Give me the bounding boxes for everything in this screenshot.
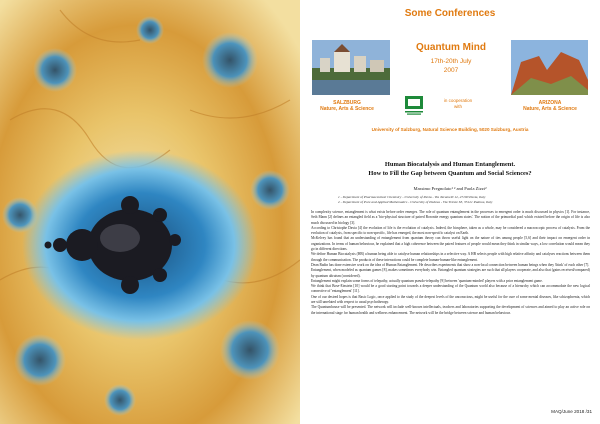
body-paragraph: One of our desired hopes is that Basic Logic, once applied to the study of the deepest levels of the unconscious, might be useful for the cure of some mental diseases, like schizophrenia, which are still unrelated with respect to usual psychotherapy. xyxy=(311,294,590,305)
body-paragraph: We think that Bose-Einstein [10] would be a good starting point towards a deeper understanding of the Quantum world also because of a hierarchy which can accommodate the new logical connective of 'entanglement' [11]. xyxy=(311,284,590,294)
body-paragraph: Entanglement, when modeled as quantum games [8], makes sometimes everybody win. Entangled quantum strategies are such that all players cooperate, and also that (gains received/compared) by quantum altruism (considered). xyxy=(311,268,590,278)
salzburg-photo xyxy=(312,40,390,95)
paper-title xyxy=(314,161,586,178)
paper-body xyxy=(311,210,590,316)
body-paragraph: We define Human Biocatalysis (HB) a human being able to catalyse human relationships in a selective way. A HB selects people with high relative affinity and catalyses reactions between them through the communication. The products of these interactions could be complete human-human-like entanglement. xyxy=(311,252,590,262)
document-page xyxy=(300,0,600,424)
page-footer: MAQ/June 2018 /31 xyxy=(551,409,592,414)
body-paragraph: In complexity science, entanglement is what exists before order emerges. The role of quantum entanglement in the processes to emergent order is much discussed in physics [1]. For instance, Seth Mann [2] defines an entangled field as a 'bio-physical structure of paired Boronite energy quantum states'. The notion of the primordial pool which existed before the origin of life is also much discussed in biology [3]. xyxy=(311,210,590,225)
section-title: Some Conferences xyxy=(404,8,496,19)
paper-authors: Massimo Pregnolato¹ ² and Paola Zizzi² xyxy=(413,186,487,191)
body-paragraph: McKelvey has found that an understanding of entanglement from quantum theory can throw useful light on the nature of ties among people [5,6] and their impact on emergent order in organizations. In terms of human behaviour, he explained that a high coherence between the paired features of people would mean they think in similar ways, a low correlation would mean they go in different directions. xyxy=(311,236,590,252)
body-paragraph: The Quantumhouse will be presented. The network will include well-known intellectuals, teachers and laboratories supporting the development of sciences and aimed to play an active role on the international stage for human health and wellness enhancement. The network will be the bridge between science and human behaviour. xyxy=(311,305,590,315)
paper-affiliations xyxy=(338,195,578,205)
salzburg-brand-name: SALZBURG xyxy=(333,100,361,106)
body-paragraph: Entanglement might explain some forms of telepathy, actually quantum pseudo-telepathy [9] between 'quantum-minded' players with a prior entanglement game. xyxy=(311,278,543,283)
conference-name: Quantum Mind xyxy=(416,42,486,53)
arizona-brand-tagline: Nature, Arts & Science xyxy=(523,106,577,112)
arizona-photo xyxy=(511,40,588,95)
cooperation-line1: in cooperation xyxy=(443,98,473,103)
cooperation-line2: with xyxy=(453,104,462,109)
salzburg-brand-tagline: Nature, Arts & Science xyxy=(320,106,374,112)
arizona-brand xyxy=(515,100,585,112)
university-logo xyxy=(403,96,425,116)
paper-title-line2: How to Fill the Gap between Quantum and Social Sciences? xyxy=(368,169,532,177)
salzburg-brand xyxy=(312,100,382,112)
conference-dates: 17th-20th July xyxy=(430,58,472,65)
paper-title-line1: Human Biocatalysis and Human Entanglement. xyxy=(384,161,516,168)
affiliation-2: 2 - Department of Pure and Applied Mathematics - University of Padova - Via Trieste 63, 35121 Padova, Italy xyxy=(338,199,493,204)
cooperation-note xyxy=(440,98,476,110)
conference-year: 2007 xyxy=(443,67,459,74)
affiliation-1: 1 - Department of Pharmaceutical Chemistry - University of Pavia - Via Taramelli 12, 27100 Pavia, Italy xyxy=(338,195,486,199)
body-paragraph: Dean Radin has done extensive work on the idea of Human Entanglement. He describes experiments that show a non-local connection between human beings when they 'think' of each other [7]. xyxy=(311,262,590,267)
conference-banner xyxy=(310,30,590,134)
body-paragraph: According to Christophe Davia [4] the evolution of life is the evolution of catalysis. Indeed, the biosphere, taken as a whole, may be considered a macroscopic process of catalysis. From the evolution of catalysis, from specific to non-specific, life has emerged, the most non-specific catalyst on Earth. xyxy=(311,225,590,236)
arizona-brand-name: ARIZONA xyxy=(538,100,562,106)
venue-address: University of Salzburg, Natural Science Building, 5020 Salzburg, Austria xyxy=(371,127,529,132)
